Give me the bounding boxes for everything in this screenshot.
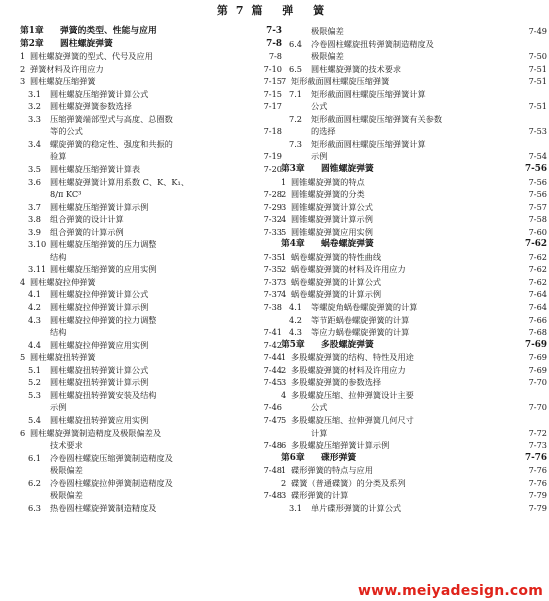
toc-entry-title: 圆柱螺旋弹簧计算用系数 C、K、K₁、	[50, 176, 190, 187]
toc-entry-number: 第1章	[20, 26, 44, 36]
toc-entry-section	[281, 464, 547, 477]
page-title: 第7篇 弹 簧	[216, 4, 333, 17]
toc-entry-title: 等节距蜗卷螺旋弹簧的计算	[311, 314, 410, 325]
toc-entry-number: 5.4	[28, 414, 42, 425]
toc-entry-title: 矩形截面圆柱螺旋压缩弹簧计算	[311, 88, 426, 99]
toc-entry-title: 圆锥螺旋弹簧的特点	[291, 176, 365, 187]
toc-entry-page: 7-62	[528, 276, 547, 287]
toc-entry-title: 计算	[311, 427, 328, 438]
toc-entry-number: 第4章	[281, 239, 305, 250]
toc-entry-section	[281, 226, 547, 239]
toc-entry-page: 7-70	[528, 402, 547, 413]
toc-entry-section	[281, 188, 547, 201]
toc-entry-number: 7.2	[289, 113, 303, 124]
toc-entry-number: 第5章	[281, 339, 305, 350]
toc-entry-section	[281, 176, 547, 189]
toc-entry-page: 7-15	[263, 88, 282, 99]
toc-entry-subsection	[20, 113, 282, 126]
toc-entry-section	[281, 213, 547, 226]
toc-entry-chapter	[20, 38, 282, 51]
toc-entry-sub	[281, 401, 547, 414]
toc-entry-title: 圆柱螺旋拉伸弹簧计算示例	[50, 302, 149, 313]
toc-entry-number: 4.2	[28, 302, 42, 313]
toc-entry-number: 4.2	[289, 314, 303, 325]
toc-entry-subsection	[20, 389, 282, 402]
toc-entry-page: 7-79	[528, 490, 547, 501]
toc-entry-subsection	[20, 88, 282, 101]
toc-entry-page: 7-41	[263, 327, 282, 338]
toc-entry-section	[281, 364, 547, 377]
toc-entry-number: 3.1	[289, 502, 303, 513]
toc-entry-page: 7-8	[268, 51, 282, 62]
toc-entry-sub	[20, 439, 282, 452]
toc-entry-subsection	[20, 263, 282, 276]
toc-entry-number: 1	[281, 465, 287, 476]
toc-entry-sub	[20, 326, 282, 339]
toc-entry-number: 5	[281, 414, 287, 425]
toc-entry-number: 3.9	[28, 226, 42, 237]
toc-entry-subsection	[281, 326, 547, 339]
toc-entry-number: 1	[281, 352, 287, 363]
toc-entry-subsection	[20, 288, 282, 301]
toc-entry-sub	[281, 50, 547, 63]
toc-entry-page: 7-10	[263, 63, 282, 74]
toc-entry-title: 圆柱螺旋扭转弹簧应用实例	[50, 414, 149, 425]
toc-entry-page: 7-38	[263, 302, 282, 313]
toc-entry-title: 等应力蜗卷螺旋弹簧的计算	[311, 327, 410, 338]
toc-entry-page: 7-48	[263, 440, 282, 451]
toc-entry-title: 弹簧的类型、性能与应用	[60, 26, 157, 36]
toc-entry-subsection	[281, 502, 547, 515]
toc-entry-title: 蜗卷螺旋弹簧	[321, 239, 374, 250]
toc-entry-number: 3.10	[28, 239, 47, 250]
toc-entry-number: 7	[281, 76, 287, 87]
toc-entry-title: 矩形截面圆柱螺旋压缩弹簧有关参数	[311, 113, 443, 124]
toc-entry-number: 4	[281, 289, 287, 300]
toc-entry-page: 7-49	[528, 26, 547, 36]
toc-right-column	[281, 25, 547, 514]
watermark: www.meiyadesign.com	[358, 583, 543, 599]
toc-entry-subsection	[281, 138, 547, 151]
toc-entry-subsection	[20, 226, 282, 239]
toc-entry-number: 3.3	[28, 113, 42, 124]
toc-entry-page: 7-29	[263, 201, 282, 212]
toc-entry-title: 碟形弹簧	[321, 452, 357, 463]
toc-entry-title: 组合弹簧的计算示例	[50, 226, 124, 237]
toc-entry-page: 7-33	[263, 226, 282, 237]
toc-entry-subsection	[20, 452, 282, 465]
toc-entry-page: 7-53	[528, 126, 547, 137]
toc-entry-section	[281, 201, 547, 214]
toc-entry-subsection	[281, 88, 547, 101]
toc-entry-section	[281, 439, 547, 452]
toc-entry-section	[281, 489, 547, 502]
toc-entry-title: 圆柱螺旋扭转弹簧	[30, 352, 96, 363]
toc-entry-subsection	[281, 63, 547, 76]
toc-entry-page: 7-54	[528, 151, 547, 162]
toc-entry-title: 圆柱螺旋弹簧制造精度及极限偏差及	[30, 427, 162, 438]
toc-entry-title: 圆柱螺旋弹簧参数选择	[50, 101, 132, 112]
toc-entry-page: 7-42	[263, 339, 282, 350]
toc-entry-title: 多股螺旋压缩弹簧计算示例	[291, 440, 390, 451]
toc-entry-title: 公式	[311, 101, 328, 112]
toc-entry-number: 6.4	[289, 38, 303, 49]
toc-entry-sub	[281, 427, 547, 440]
toc-entry-page: 7-51	[528, 76, 547, 87]
toc-entry-page: 7-51	[528, 101, 547, 112]
toc-entry-title: 蜗卷螺旋弹簧的材料及许用应力	[291, 264, 406, 275]
toc-entry-page: 7-70	[528, 377, 547, 388]
toc-entry-title: 圆柱螺旋压缩弹簧计算示例	[50, 201, 149, 212]
toc-entry-sub	[20, 188, 282, 201]
toc-entry-number: 5.3	[28, 389, 42, 400]
toc-entry-subsection	[20, 201, 282, 214]
toc-entry-title: 多股螺旋压缩、拉伸弹簧设计主要	[291, 389, 414, 400]
toc-entry-page: 7-50	[528, 51, 547, 62]
toc-entry-number: 6.3	[28, 502, 42, 513]
toc-entry-sub	[20, 401, 282, 414]
toc-entry-page: 7-51	[528, 63, 547, 74]
toc-entry-sub	[20, 464, 282, 477]
toc-entry-subsection	[281, 113, 547, 126]
toc-entry-page: 7-56	[524, 164, 547, 175]
toc-entry-title: 极限偏差	[50, 490, 83, 501]
toc-entry-title: 多股螺旋弹簧的参数选择	[291, 377, 382, 388]
toc-entry-section	[281, 276, 547, 289]
toc-entry-number: 4	[281, 389, 287, 400]
toc-entry-page: 7-64	[528, 302, 547, 313]
toc-entry-title: 圆锥螺旋弹簧的分类	[291, 189, 365, 200]
toc-entry-page: 7-35	[263, 251, 282, 262]
toc-entry-subsection	[20, 163, 282, 176]
toc-entry-page: 7-17	[263, 101, 282, 112]
toc-entry-subsection	[20, 138, 282, 151]
toc-entry-number: 1	[281, 251, 287, 262]
toc-entry-page: 7-19	[263, 151, 282, 162]
toc-entry-number: 5.1	[28, 364, 42, 375]
toc-entry-page: 7-64	[528, 289, 547, 300]
toc-entry-number: 4.3	[28, 314, 42, 325]
toc-entry-number: 2	[281, 189, 287, 200]
toc-entry-subsection	[20, 301, 282, 314]
toc-entry-number: 4.3	[289, 327, 303, 338]
toc-entry-number: 6.2	[28, 477, 42, 488]
toc-entry-subsection	[20, 339, 282, 352]
toc-entry-sub	[20, 489, 282, 502]
toc-entry-number: 第2章	[20, 38, 44, 49]
toc-entry-title: 极限偏差	[311, 26, 344, 36]
toc-entry-title: 圆柱螺旋扭转弹簧安装及结构	[50, 389, 157, 400]
toc-entry-title: 圆柱螺旋拉伸弹簧的拉力调整	[50, 314, 157, 325]
toc-entry-title: 结构	[50, 251, 67, 262]
toc-entry-sub	[20, 125, 282, 138]
toc-entry-title: 极限偏差	[311, 51, 344, 62]
toc-entry-title: 多股螺旋弹簧的结构、特性及用途	[291, 352, 414, 363]
toc-entry-page: 7-68	[528, 327, 547, 338]
toc-entry-number: 3.11	[28, 264, 47, 275]
toc-entry-page: 7-47	[263, 414, 282, 425]
toc-entry-section	[281, 376, 547, 389]
toc-entry-title: 组合弹簧的设计计算	[50, 214, 124, 225]
toc-entry-section	[281, 288, 547, 301]
toc-entry-subsection	[20, 502, 282, 515]
toc-entry-title: 圆柱螺旋压缩弹簧	[30, 76, 96, 87]
toc-entry-title: 圆柱螺旋压缩弹簧的压力调整	[50, 239, 157, 250]
toc-entry-number: 6	[281, 440, 287, 451]
toc-entry-chapter	[281, 339, 547, 352]
toc-entry-title: 极限偏差	[50, 465, 83, 476]
toc-entry-title: 圆柱螺旋压缩弹簧计算公式	[50, 88, 149, 99]
toc-entry-sub	[281, 100, 547, 113]
toc-entry-title: 单片碟形弹簧的计算公式	[311, 502, 402, 513]
toc-entry-page: 7-48	[263, 465, 282, 476]
toc-entry-section	[281, 75, 547, 88]
toc-entry-page: 7-79	[528, 502, 547, 513]
toc-entry-number: 3	[281, 490, 287, 501]
toc-entry-page: 7-20	[263, 164, 282, 175]
toc-entry-sub	[20, 150, 282, 163]
toc-entry-number: 6.5	[289, 63, 303, 74]
toc-entry-subsection	[20, 364, 282, 377]
toc-entry-number: 5	[20, 352, 26, 363]
toc-entry-subsection	[20, 477, 282, 490]
toc-entry-section	[20, 63, 282, 76]
toc-entry-title: 圆柱螺旋压缩弹簧计算表	[50, 164, 141, 175]
toc-entry-number: 5	[281, 226, 287, 237]
toc-entry-title: 圆柱螺旋弹簧的技术要求	[311, 63, 402, 74]
toc-entry-title: 8/π KC³	[50, 189, 82, 200]
toc-entry-chapter	[20, 25, 282, 38]
toc-entry-page: 7-44	[263, 352, 282, 363]
toc-entry-title: 圆柱螺旋扭转弹簧计算公式	[50, 364, 149, 375]
toc-entry-page: 7-73	[528, 440, 547, 451]
toc-entry-title: 公式	[311, 402, 328, 413]
toc-entry-section	[20, 427, 282, 440]
toc-entry-page: 7-69	[528, 352, 547, 363]
toc-entry-title: 圆锥螺旋弹簧应用实例	[291, 226, 373, 237]
toc-entry-section	[20, 75, 282, 88]
toc-entry-number: 3.6	[28, 176, 42, 187]
toc-entry-title: 圆锥螺旋弹簧计算公式	[291, 201, 373, 212]
toc-entry-chapter	[281, 452, 547, 465]
toc-entry-title: 冷卷圆柱螺旋拉伸弹簧制造精度及	[50, 477, 173, 488]
toc-entry-number: 4.4	[28, 339, 42, 350]
toc-entry-page: 7-8	[266, 38, 282, 49]
toc-entry-subsection	[20, 213, 282, 226]
toc-entry-title: 示例	[311, 151, 328, 162]
toc-entry-sub	[20, 251, 282, 264]
toc-entry-page: 7-72	[528, 427, 547, 438]
toc-entry-number: 3	[281, 276, 287, 287]
toc-entry-section	[281, 263, 547, 276]
toc-entry-page: 7-46	[263, 402, 282, 413]
toc-entry-page: 7-62	[528, 264, 547, 275]
toc-entry-title: 多股螺旋弹簧的材料及许用应力	[291, 364, 406, 375]
toc-entry-number: 第6章	[281, 452, 305, 463]
toc-entry-sub	[281, 25, 547, 38]
toc-entry-page: 7-15	[263, 76, 282, 87]
toc-entry-title: 圆柱螺旋拉伸弹簧	[30, 276, 96, 287]
toc-entry-title: 圆柱螺旋拉伸弹簧计算公式	[50, 289, 149, 300]
toc-entry-number: 3.4	[28, 138, 42, 149]
toc-entry-page: 7-60	[528, 226, 547, 237]
toc-entry-number: 2	[20, 63, 26, 74]
toc-entry-number: 3	[281, 377, 287, 388]
toc-entry-number: 7.3	[289, 138, 303, 149]
toc-entry-title: 碟形弹簧的特点与应用	[291, 465, 373, 476]
toc-entry-subsection	[281, 301, 547, 314]
toc-entry-section	[281, 389, 547, 402]
toc-entry-title: 多股螺旋弹簧	[321, 339, 374, 350]
toc-entry-title: 技术要求	[50, 440, 83, 451]
toc-entry-section	[20, 351, 282, 364]
toc-entry-sub	[281, 125, 547, 138]
toc-entry-number: 2	[281, 264, 287, 275]
toc-entry-number: 3	[20, 76, 26, 87]
toc-left-column	[20, 25, 282, 514]
toc-entry-number: 5.2	[28, 377, 42, 388]
toc-entry-title: 冷卷圆柱螺旋压缩弹簧制造精度及	[50, 452, 173, 463]
toc-entry-title: 冷卷圆柱螺旋扭转弹簧制造精度及	[311, 38, 434, 49]
toc-entry-page: 7-56	[528, 189, 547, 200]
toc-entry-subsection	[281, 314, 547, 327]
toc-entry-title: 多股螺旋压缩、拉伸弹簧几何尺寸	[291, 414, 414, 425]
toc-entry-title: 的选择	[311, 126, 336, 137]
toc-entry-title: 蜗卷螺旋弹簧的计算示例	[291, 289, 382, 300]
toc-entry-title: 结构	[50, 327, 67, 338]
toc-entry-title: 验算	[50, 151, 67, 162]
toc-entry-number: 3	[281, 201, 287, 212]
toc-entry-subsection	[20, 376, 282, 389]
toc-entry-number: 3.1	[28, 88, 42, 99]
toc-entry-page: 7-69	[528, 364, 547, 375]
toc-entry-page: 7-44	[263, 364, 282, 375]
toc-entry-number: 1	[281, 176, 287, 187]
toc-entry-subsection	[20, 414, 282, 427]
toc-entry-subsection	[281, 38, 547, 51]
toc-entry-section	[20, 276, 282, 289]
toc-entry-page: 7-35	[263, 264, 282, 275]
toc-entry-section	[281, 351, 547, 364]
toc-entry-page: 7-37	[263, 289, 282, 300]
toc-entry-page: 7-69	[524, 339, 547, 350]
toc-entry-title: 碟形弹簧的计算	[291, 490, 349, 501]
toc-entry-title: 蜗卷螺旋弹簧的计算公式	[291, 276, 382, 287]
toc-entry-section	[281, 251, 547, 264]
toc-entry-title: 热卷圆柱螺旋弹簧制造精度及	[50, 502, 157, 513]
toc-entry-title: 碟簧（普通碟簧）的分类及系列	[291, 477, 406, 488]
toc-entry-page: 7-45	[263, 377, 282, 388]
toc-entry-number: 4	[20, 276, 26, 287]
toc-entry-page: 7-56	[528, 176, 547, 187]
toc-entry-number: 3.2	[28, 101, 42, 112]
toc-entry-number: 4.1	[28, 289, 42, 300]
toc-entry-section	[281, 477, 547, 490]
toc-entry-subsection	[20, 238, 282, 251]
toc-entry-title: 圆柱螺旋拉伸弹簧应用实例	[50, 339, 149, 350]
toc-entry-page: 7-37	[263, 276, 282, 287]
toc-entry-title: 等螺旋角蜗卷螺旋弹簧的计算	[311, 302, 418, 313]
toc-entry-title: 示例	[50, 402, 67, 413]
toc-entry-title: 圆柱螺旋扭转弹簧计算示例	[50, 377, 149, 388]
toc-entry-title: 矩形截面圆柱螺旋压缩弹簧	[291, 76, 390, 87]
toc-entry-number: 3.7	[28, 201, 42, 212]
toc-entry-number: 第3章	[281, 164, 305, 175]
toc-entry-section	[20, 50, 282, 63]
toc-entry-title: 圆柱螺旋压缩弹簧的应用实例	[50, 264, 157, 275]
toc-entry-number: 1	[20, 51, 26, 62]
toc-entry-number: 6	[20, 427, 26, 438]
toc-entry-number: 2	[281, 364, 287, 375]
toc-entry-title: 圆柱螺旋弹簧的型式、代号及应用	[30, 51, 153, 62]
toc-entry-title: 矩形截面圆柱螺旋压缩弹簧计算	[311, 138, 426, 149]
toc-entry-number: 6.1	[28, 452, 42, 463]
toc-entry-title: 圆柱螺旋弹簧	[60, 38, 113, 49]
toc-entry-page: 7-76	[528, 465, 547, 476]
toc-entry-subsection	[20, 100, 282, 113]
toc-entry-chapter	[281, 238, 547, 251]
toc-entry-section	[281, 414, 547, 427]
toc-entry-number: 4	[281, 214, 287, 225]
toc-entry-page: 7-32	[263, 214, 282, 225]
toc-entry-page: 7-62	[528, 251, 547, 262]
toc-entry-page: 7-3	[266, 26, 282, 36]
toc-entry-number: 3.8	[28, 214, 42, 225]
toc-entry-title: 蜗卷螺旋弹簧的特性曲线	[291, 251, 382, 262]
toc-entry-number: 7.1	[289, 88, 303, 99]
toc-entry-page: 7-76	[524, 452, 547, 463]
toc-entry-page: 7-66	[528, 314, 547, 325]
toc-entry-subsection	[20, 314, 282, 327]
toc-entry-sub	[281, 150, 547, 163]
toc-entry-page: 7-28	[263, 189, 282, 200]
toc-entry-page: 7-62	[524, 239, 547, 250]
toc-entry-title: 等的公式	[50, 126, 83, 137]
toc-entry-page: 7-18	[263, 126, 282, 137]
toc-entry-title: 圆锥螺旋弹簧计算示例	[291, 214, 373, 225]
toc-entry-page: 7-58	[528, 214, 547, 225]
toc-entry-page: 7-76	[528, 477, 547, 488]
toc-entry-page: 7-57	[528, 201, 547, 212]
toc-entry-page: 7-48	[263, 490, 282, 501]
toc-entry-number: 4.1	[289, 302, 303, 313]
toc-entry-number: 3.5	[28, 164, 42, 175]
toc-entry-title: 圆锥螺旋弹簧	[321, 164, 374, 175]
toc-entry-title: 压缩弹簧端部型式与高度、总圈数	[50, 113, 173, 124]
toc-entry-chapter	[281, 163, 547, 176]
toc-entry-subsection	[20, 176, 282, 189]
toc-entry-title: 弹簧材料及许用应力	[30, 63, 104, 74]
toc-entry-number: 2	[281, 477, 287, 488]
toc-entry-title: 螺旋弹簧的稳定性、强度和共振的	[50, 138, 173, 149]
